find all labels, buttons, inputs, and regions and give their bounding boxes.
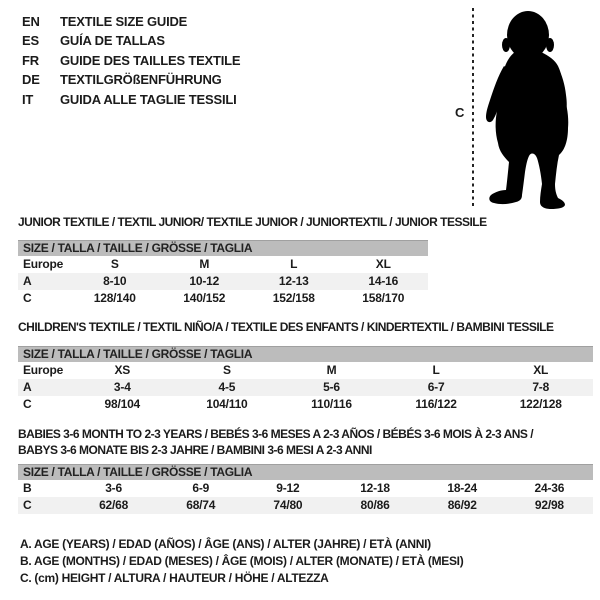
junior-table-title: JUNIOR TEXTILE / TEXTIL JUNIOR/ TEXTILE JUNIOR / JUNIORTEXTIL / JUNIOR TESSILE: [18, 215, 487, 229]
table-cell: 98/104: [104, 397, 141, 411]
language-row: [22, 51, 240, 70]
table-cell: XL: [533, 363, 549, 377]
table-cell: M: [199, 257, 210, 271]
table-cell: 9-12: [276, 481, 300, 495]
table-cell: 92/98: [506, 497, 593, 514]
table-cell: Europe: [23, 257, 64, 271]
table-row: [18, 396, 593, 413]
language-code: ES: [22, 33, 39, 49]
table-cell: 14-16: [339, 273, 429, 290]
table-cell: 110/116: [311, 397, 352, 411]
legend-line-height: C. (cm) HEIGHT / ALTURA / HAUTEUR / HÖHE / ALTEZZA: [20, 571, 329, 586]
table-cell: 74/80: [244, 497, 331, 514]
table-cell: Europe: [23, 363, 64, 377]
table-row: [18, 273, 428, 290]
language-title-list: [22, 12, 240, 109]
table-cell: M: [326, 363, 337, 377]
table-row: [18, 362, 593, 379]
table-cell: S: [110, 257, 119, 271]
table-row: [18, 379, 593, 396]
children-size-header-bar: SIZE / TALLA / TAILLE / GRÖSSE / TAGLIA: [18, 346, 593, 362]
language-code: IT: [22, 91, 34, 107]
table-cell: 80/86: [331, 497, 418, 514]
table-row: [18, 497, 593, 514]
language-title: GUÍA DE TALLAS: [60, 33, 165, 49]
legend-line-age-months: B. AGE (MONTHS) / EDAD (MESES) / ÂGE (MOIS) / ALTER (MONATE) / ETÀ (MESI): [20, 554, 464, 569]
language-title: TEXTILE SIZE GUIDE: [60, 14, 188, 29]
height-measure-label: C: [455, 105, 465, 120]
junior-size-header-bar: SIZE / TALLA / TAILLE / GRÖSSE / TAGLIA: [18, 240, 428, 256]
language-code: EN: [22, 14, 40, 29]
language-row: [22, 70, 240, 89]
language-code: DE: [22, 72, 40, 88]
table-cell: C: [23, 291, 32, 305]
table-cell: 152/158: [272, 291, 315, 305]
language-code: FR: [22, 52, 39, 68]
table-cell: 116/122: [415, 397, 457, 411]
language-title: GUIDE DES TAILLES TEXTILE: [60, 52, 241, 68]
table-cell: 3-6: [105, 481, 122, 495]
toddler-silhouette-icon: [481, 6, 579, 210]
table-cell: XL: [375, 257, 391, 271]
table-cell: 122/128: [519, 397, 562, 411]
table-cell: 5-6: [279, 379, 384, 396]
table-cell: B: [23, 481, 32, 495]
table-cell: 4-5: [175, 379, 280, 396]
legend-line-age-years: A. AGE (YEARS) / EDAD (AÑOS) / ÂGE (ANS) / ALTER (JAHRE) / ETÀ (ANNI): [20, 537, 431, 551]
language-row: [22, 31, 240, 50]
table-cell: S: [222, 363, 231, 377]
table-cell: 24-36: [534, 481, 565, 495]
table-cell: 6-7: [384, 379, 489, 396]
junior-size-table: [18, 256, 428, 307]
table-cell: 140/152: [183, 291, 226, 305]
language-title: GUIDA ALLE TAGLIE TESSILI: [60, 91, 237, 107]
table-cell: 62/68: [70, 497, 157, 514]
babies-table-title-line1: BABIES 3-6 MONTH TO 2-3 YEARS / BEBÉS 3-6 MESES A 2-3 AÑOS / BÉBÉS 3-6 MOIS À 2-3 ANS /: [18, 427, 534, 441]
table-cell: C: [23, 397, 32, 411]
table-row: [18, 256, 428, 273]
table-cell: 18-24: [447, 481, 478, 495]
language-row: [22, 90, 240, 109]
table-cell: 7-8: [488, 379, 593, 396]
children-table-title: CHILDREN'S TEXTILE / TEXTIL NIÑO/A / TEXTILE DES ENFANTS / KINDERTEXTIL / BAMBINI TESSILE: [18, 320, 554, 334]
babies-table-title-line2: BABYS 3-6 MONATE BIS 2-3 JAHRE / BAMBINI 3-6 MESI A 2-3 ANNI: [18, 443, 372, 457]
table-row: [18, 290, 428, 307]
table-cell: 10-12: [160, 273, 250, 290]
babies-size-table: [18, 480, 593, 514]
language-row: [22, 12, 240, 31]
language-title: TEXTILGRÖßENFÜHRUNG: [60, 72, 222, 88]
measurement-legend: [20, 536, 463, 588]
table-cell: L: [432, 363, 440, 377]
table-cell: 6-9: [192, 481, 210, 495]
babies-table: [18, 464, 593, 514]
junior-table: [18, 240, 428, 307]
table-cell: 68/74: [157, 497, 244, 514]
table-cell: 12-18: [360, 481, 390, 495]
table-cell: 104/110: [206, 397, 248, 411]
table-cell: 128/140: [93, 291, 136, 305]
table-cell: L: [290, 257, 298, 271]
children-table: [18, 346, 593, 413]
table-cell: A: [18, 379, 70, 396]
table-cell: C: [18, 497, 70, 514]
table-cell: 158/170: [362, 291, 405, 305]
table-cell: XS: [114, 363, 131, 377]
table-cell: 86/92: [419, 497, 506, 514]
table-cell: 8-10: [70, 273, 160, 290]
children-size-table: [18, 362, 593, 413]
table-row: [18, 480, 593, 497]
babies-size-header-bar: SIZE / TALLA / TAILLE / GRÖSSE / TAGLIA: [18, 464, 593, 480]
table-cell: 12-13: [249, 273, 339, 290]
table-cell: 3-4: [70, 379, 175, 396]
table-cell: A: [18, 273, 70, 290]
height-measure-dotted-line: [472, 8, 474, 208]
